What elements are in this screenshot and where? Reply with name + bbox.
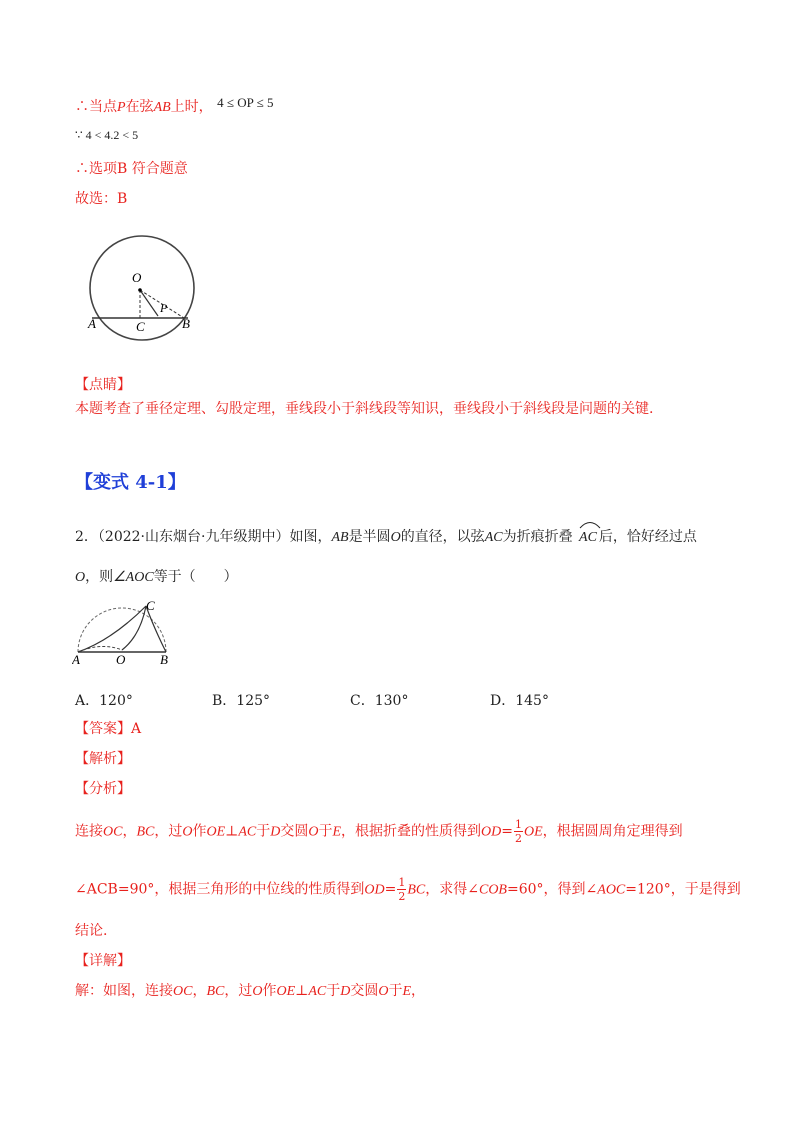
label-o: O bbox=[132, 270, 142, 285]
option-b[interactable] bbox=[212, 690, 270, 710]
text: ∠ACB=90°，根据三角形的中位线的性质得到 bbox=[75, 881, 365, 898]
text: = bbox=[384, 881, 397, 898]
var: AOC bbox=[597, 882, 626, 898]
var: E bbox=[402, 984, 412, 999]
option-letter: D． bbox=[490, 693, 516, 709]
var: AC bbox=[579, 530, 597, 545]
text: 连接 bbox=[75, 823, 103, 840]
solution-line-1 bbox=[75, 96, 274, 116]
label-a: A bbox=[88, 316, 96, 331]
var: D bbox=[270, 824, 281, 840]
var-ab: AB bbox=[153, 100, 171, 115]
semicircle-fold-figure bbox=[72, 598, 182, 668]
option-letter: C． bbox=[350, 693, 375, 709]
text: 交圆 bbox=[350, 983, 379, 999]
var: OE bbox=[206, 824, 226, 840]
angle: ∠AOC bbox=[113, 570, 154, 585]
text: 等于（ ） bbox=[153, 569, 238, 585]
analysis-line-2 bbox=[75, 876, 741, 903]
inequality: 4 ≤ OP ≤ 5 bbox=[217, 95, 274, 110]
text: ∴当点 bbox=[75, 99, 117, 115]
variant-heading: 【变式 4-1】 bbox=[75, 472, 186, 493]
option-value: 120° bbox=[99, 693, 133, 709]
circle-chord-figure bbox=[80, 232, 210, 342]
var: OC bbox=[173, 984, 193, 999]
text: 于 bbox=[318, 823, 333, 840]
text: 解：如图，连接 bbox=[75, 983, 173, 999]
text: ，则 bbox=[85, 569, 114, 585]
label-p: P bbox=[160, 301, 168, 315]
text: ，根据圆周角定理得到 bbox=[542, 823, 683, 840]
label-a: A bbox=[72, 652, 80, 667]
numerator: 1 bbox=[514, 818, 522, 831]
question-source: （2022·山东烟台·九年级期中）如图， bbox=[97, 529, 332, 545]
question-number: 2． bbox=[75, 529, 98, 545]
analysis-label: 【解析】 bbox=[75, 751, 131, 767]
text: =60°，得到∠ bbox=[506, 881, 598, 898]
option-value: 125° bbox=[236, 693, 271, 709]
text: ， bbox=[411, 983, 426, 999]
option-d[interactable] bbox=[490, 690, 549, 710]
analysis-line-1 bbox=[75, 818, 683, 845]
var-p: P bbox=[117, 100, 126, 115]
var: OE bbox=[523, 824, 543, 840]
var: AC bbox=[308, 984, 327, 999]
perp-symbol: ⊥ bbox=[225, 823, 239, 840]
label-b: B bbox=[160, 652, 168, 667]
text: 是半圆 bbox=[348, 529, 391, 545]
text: ，过 bbox=[224, 983, 253, 999]
solution-line-4: 故选：B bbox=[75, 191, 128, 207]
question-line-2 bbox=[75, 566, 238, 586]
numerator: 1 bbox=[398, 876, 406, 889]
var: D bbox=[340, 984, 351, 999]
analysis-line-3: 结论. bbox=[75, 923, 108, 939]
var: O bbox=[182, 824, 193, 840]
option-value: 145° bbox=[515, 693, 549, 709]
text: 在弦 bbox=[125, 99, 154, 115]
option-letter: B． bbox=[212, 693, 237, 709]
text: ， bbox=[192, 983, 207, 999]
note-text: 本题考查了垂径定理、勾股定理，垂线段小于斜线段等知识，垂线段小于斜线段是问题的关键. bbox=[75, 401, 654, 417]
var: AC bbox=[238, 824, 257, 840]
text: 上时， bbox=[170, 99, 213, 115]
var: OE bbox=[276, 984, 296, 999]
text: =120°，于是得到 bbox=[625, 881, 741, 898]
text: 后，恰好经过点 bbox=[598, 529, 697, 545]
answer-label: 【答案】 bbox=[75, 721, 131, 737]
var: AB bbox=[331, 530, 349, 545]
detail-label: 【详解】 bbox=[75, 953, 131, 969]
text: 为折痕折叠 bbox=[502, 529, 573, 545]
var: O bbox=[390, 530, 401, 545]
fraction-half bbox=[514, 818, 523, 845]
text: ，求得∠ bbox=[425, 881, 479, 898]
var: BC bbox=[136, 824, 155, 840]
text: 交圆 bbox=[280, 823, 309, 840]
option-a[interactable] bbox=[75, 690, 133, 710]
text: = bbox=[501, 823, 513, 840]
label-c: C bbox=[146, 598, 155, 613]
answer-line bbox=[75, 718, 141, 738]
text: 于 bbox=[326, 983, 341, 999]
option-letter: A． bbox=[75, 693, 100, 709]
var: OC bbox=[103, 824, 123, 840]
text: ，根据折叠的性质得到 bbox=[341, 823, 482, 840]
text: 于 bbox=[388, 983, 403, 999]
analysis-sub-label: 【分析】 bbox=[75, 781, 131, 797]
detail-line-1 bbox=[75, 980, 425, 1000]
denominator: 2 bbox=[514, 832, 522, 845]
text: 作 bbox=[192, 823, 207, 840]
note-title: 【点睛】 bbox=[75, 377, 131, 393]
question-line-1 bbox=[75, 526, 697, 546]
var: OD bbox=[364, 882, 385, 898]
solution-line-3: ∴选项B 符合题意 bbox=[75, 161, 188, 177]
arc-ac bbox=[579, 529, 597, 546]
var: BC bbox=[407, 882, 426, 898]
answer-value: A bbox=[131, 721, 142, 737]
text: 于 bbox=[256, 823, 271, 840]
var: BC bbox=[206, 984, 225, 999]
text: 的直径，以弦 bbox=[400, 529, 485, 545]
var: COB bbox=[478, 882, 507, 898]
text: 作 bbox=[262, 983, 277, 999]
fraction-half bbox=[397, 876, 406, 903]
label-c: C bbox=[136, 319, 145, 334]
label-o: O bbox=[116, 652, 126, 667]
denominator: 2 bbox=[398, 890, 406, 903]
option-value: 130° bbox=[374, 693, 409, 709]
var: O bbox=[308, 824, 319, 840]
text: ， bbox=[122, 823, 137, 840]
var: AC bbox=[484, 530, 503, 545]
var: O bbox=[252, 984, 263, 999]
solution-line-2: ∵ 4 < 4.2 < 5 bbox=[75, 128, 139, 142]
option-c[interactable] bbox=[350, 690, 408, 710]
text: ，过 bbox=[154, 823, 183, 840]
perp-symbol: ⊥ bbox=[295, 983, 309, 999]
var: O bbox=[378, 984, 389, 999]
var: OD bbox=[481, 824, 502, 840]
label-b: B bbox=[182, 316, 190, 331]
var: E bbox=[332, 824, 342, 840]
var: O bbox=[75, 570, 86, 585]
